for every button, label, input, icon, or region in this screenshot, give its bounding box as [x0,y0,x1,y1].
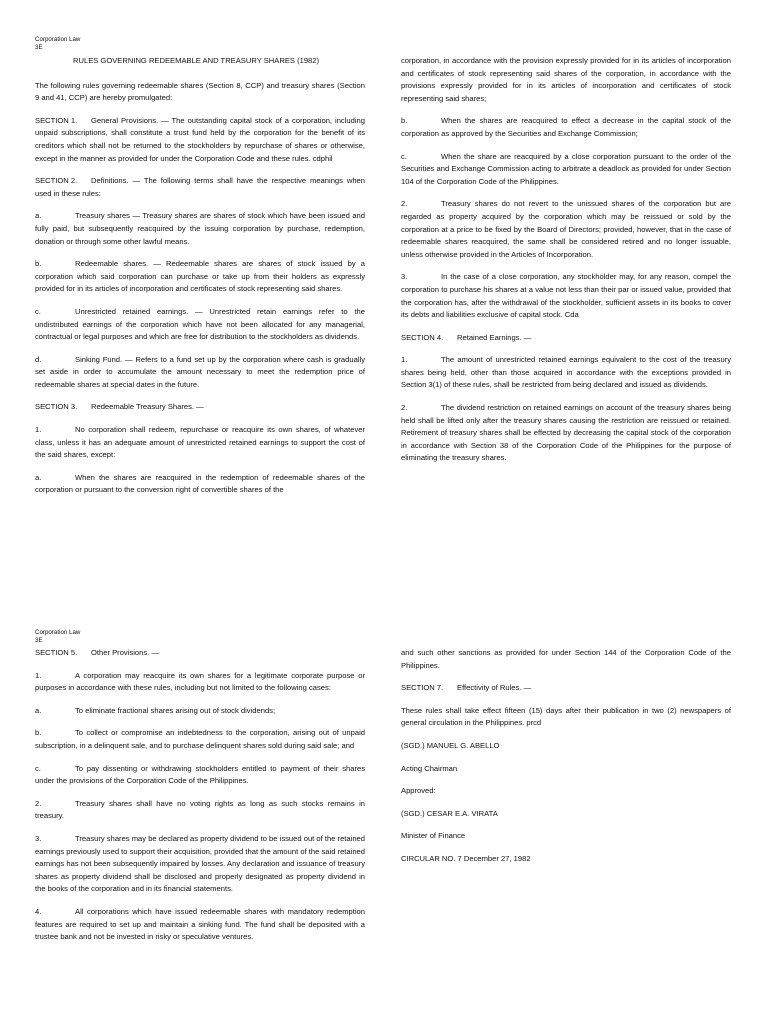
right-column [401,55,731,465]
paragraph: b. To collect or compromise an indebtedness to the corporation, arising out of unpaid subscription, in a delinquent sale, and to purchase delinquent shares sold during said sale; and [35,728,365,750]
paragraph: 1. A corporation may reacquire its own shares for a legitimate corporate purpose or purposes in accordance with these rules, including but not limited to the following cases: [35,670,365,693]
paragraph: 2. Treasury shares shall have no voting rights as long as such stocks remains in treasury. [35,798,365,821]
signatory-name: (SGD.) CESAR E.A. VIRATA [401,808,498,818]
paragraph: a. Treasury shares — Treasury shares are shares of stock which have been issued and fully paid, but subsequently reacquired by the issuing corporation by purchase, redemption, donation or through some other lawful means. [35,211,365,246]
paragraph: a. When the shares are reacquired in the redemption of redeemable shares of the corporation or pursuant to the conversion right of convertible shares of the [35,472,365,495]
signatory-title: Acting Chairman [401,763,458,773]
paragraph: The following rules governing redeemable shares (Section 8, CCP) and treasury shares (Section 9 and 41, CCP) are hereby promulgated: [35,80,365,103]
paragraph: 2. The dividend restriction on retained earnings on account of the treasury shares being held shall be lifted only after the treasury shares causing the restriction are reissued or retained. Retirement of treasury shares shall be effected by decreasing the capital stock of the corporation in accordance with Section 38 of the Corporation Code of the Philippines for the purpose of eliminating the treasury shares. [401,403,731,463]
running-header [35,36,80,52]
header-course: Corporation Law [35,629,81,636]
paragraph: d. Sinking Fund. — Refers to a fund set up by the corporation where cash is gradually set aside in order to accumulate the amount necessary to meet the redemption price of redeemable shares at special dates in the future. [35,354,365,389]
header-section: 3E [35,637,43,644]
paragraph: c. Unrestricted retained earnings. — Unrestricted retain earnings refer to the undistributed earnings of the corporation which have not been allocated for any managerial, contractual or legal purposes and which are free for distribution to the stockholders as dividends. [35,306,365,342]
approval-label: Approved: [401,786,436,796]
paragraph: b. When the shares are reacquired to effect a decrease in the capital stock of the corporation as approved by the Securities and Exchange Commission; [401,116,731,138]
paragraph: These rules shall take effect fifteen (15) days after their publication in two (2) newspapers of general circulation in the Philippines. prcd [401,705,731,728]
header-section: 3E [35,44,43,51]
circular-number-date: CIRCULAR NO. 7 December 27, 1982 [401,853,531,863]
paragraph: SECTION 7. Effectivity of Rules. — [401,683,532,693]
paragraph: c. When the share are reacquired by a close corporation pursuant to the order of the Securities and Exchange Commission acting to arbitrate a deadlock as provided for under Section 104 of the Corporation Code of the Philippines. [401,151,731,186]
paragraph: 3. Treasury shares may be declared as property dividend to be issued out of the retained earnings previously used to support their acquisition, provided that the amount of the said retained earnings has not been subsequently impaired by losses. Any declaration and issuance of treasury shares as property dividend shall be disclosed and properly designated as property dividend in the books of the corporation and in its financial statements. [35,833,365,894]
signatory-name: (SGD.) MANUEL G. ABELLO [401,740,500,750]
header-course: Corporation Law [35,36,81,43]
document-page-bottom [0,512,768,1024]
paragraph: SECTION 2. Definitions. — The following terms shall have the respective meanings when used in these rules: [35,176,365,198]
left-column [35,55,365,497]
signatory-title: Minister of Finance [401,831,466,841]
paragraph: c. To pay dissenting or withdrawing stockholders entitled to payment of their shares under the provisions of the Corporation Code of the Philippines. [35,763,365,786]
paragraph: 2. Treasury shares do not revert to the unissued shares of the corporation but are regarded as property acquired by the corporation which may be reissued or sold by the corporation at a price to be fixed by the Board of Directors; provided, however, that in the case of redeemable shares reacquired, the same shall be considered retired and no longer issuable, unless otherwise provided in the Articles of Incorporation. [401,199,731,259]
paragraph: 3. In the case of a close corporation, any stockholder may, for any reason, compel the corporation to purchase his shares at a value not less than their par or issued value, provided that the corporation has, after the withdrawal of the stockholder, sufficient assets in its books to cover its debts and liabilities exclusive of capital stock. Cda [401,272,731,320]
paragraph: 4. All corporations which have issued redeemable shares with mandatory redemption features are required to set up and maintain a sinking fund. The fund shall be deposited with a trustee bank and not be invested in risky or speculative ventures. [35,906,365,942]
paragraph: a. To eliminate fractional shares arising out of stock dividends; [35,705,276,715]
paragraph: corporation, in accordance with the provision expressly provided for in its articles of incorporation and certificates of stock representing said shares of the corporation, in accordance with the provisions expressly provided for in its articles of incorporation and certificates of stock representing said shares; [401,56,731,103]
paragraph: 1. The amount of unrestricted retained earnings equivalent to the cost of the treasury shares being held, other than those acquired in accordance with the exceptions provided in Section 3(1) of these rules, shall be restricted from being declared and issued as dividends. [401,355,731,390]
document-title: RULES GOVERNING REDEEMABLE AND TREASURY SHARES (1982) [73,56,320,65]
paragraph: and such other sanctions as provided for under Section 144 of the Corporation Code of the Philippines. [401,648,731,670]
right-column [401,647,731,866]
paragraph: SECTION 5. Other Provisions. — [35,648,159,657]
left-column [35,647,365,944]
paragraph: SECTION 3. Redeemable Treasury Shares. — [35,402,204,412]
paragraph: SECTION 4. Retained Earnings. — [401,332,532,342]
paragraph: 1. No corporation shall redeem, repurchase or reacquire its own shares, of whatever class, unless it has an adequate amount of unrestricted retained earnings to support the cost of the said shares, except: [35,425,365,460]
paragraph: b. Redeemable shares. — Redeemable shares are shares of stock issued by a corporation which said corporation can purchase or take up from their holders as expressly provided for in its articles of incorporation and certificates of stock representing said shares. [35,259,365,294]
paragraph: SECTION 1. General Provisions. — The outstanding capital stock of a corporation, including unpaid subscriptions, shall constitute a trust fund held by the corporation for the benefit of its creditors which shall not be returned to the stockholders by repurchase of shares or otherwise, except in the manner as provided for under the Corporation Code and these rules. cdphil [35,115,365,163]
running-header [35,629,80,645]
